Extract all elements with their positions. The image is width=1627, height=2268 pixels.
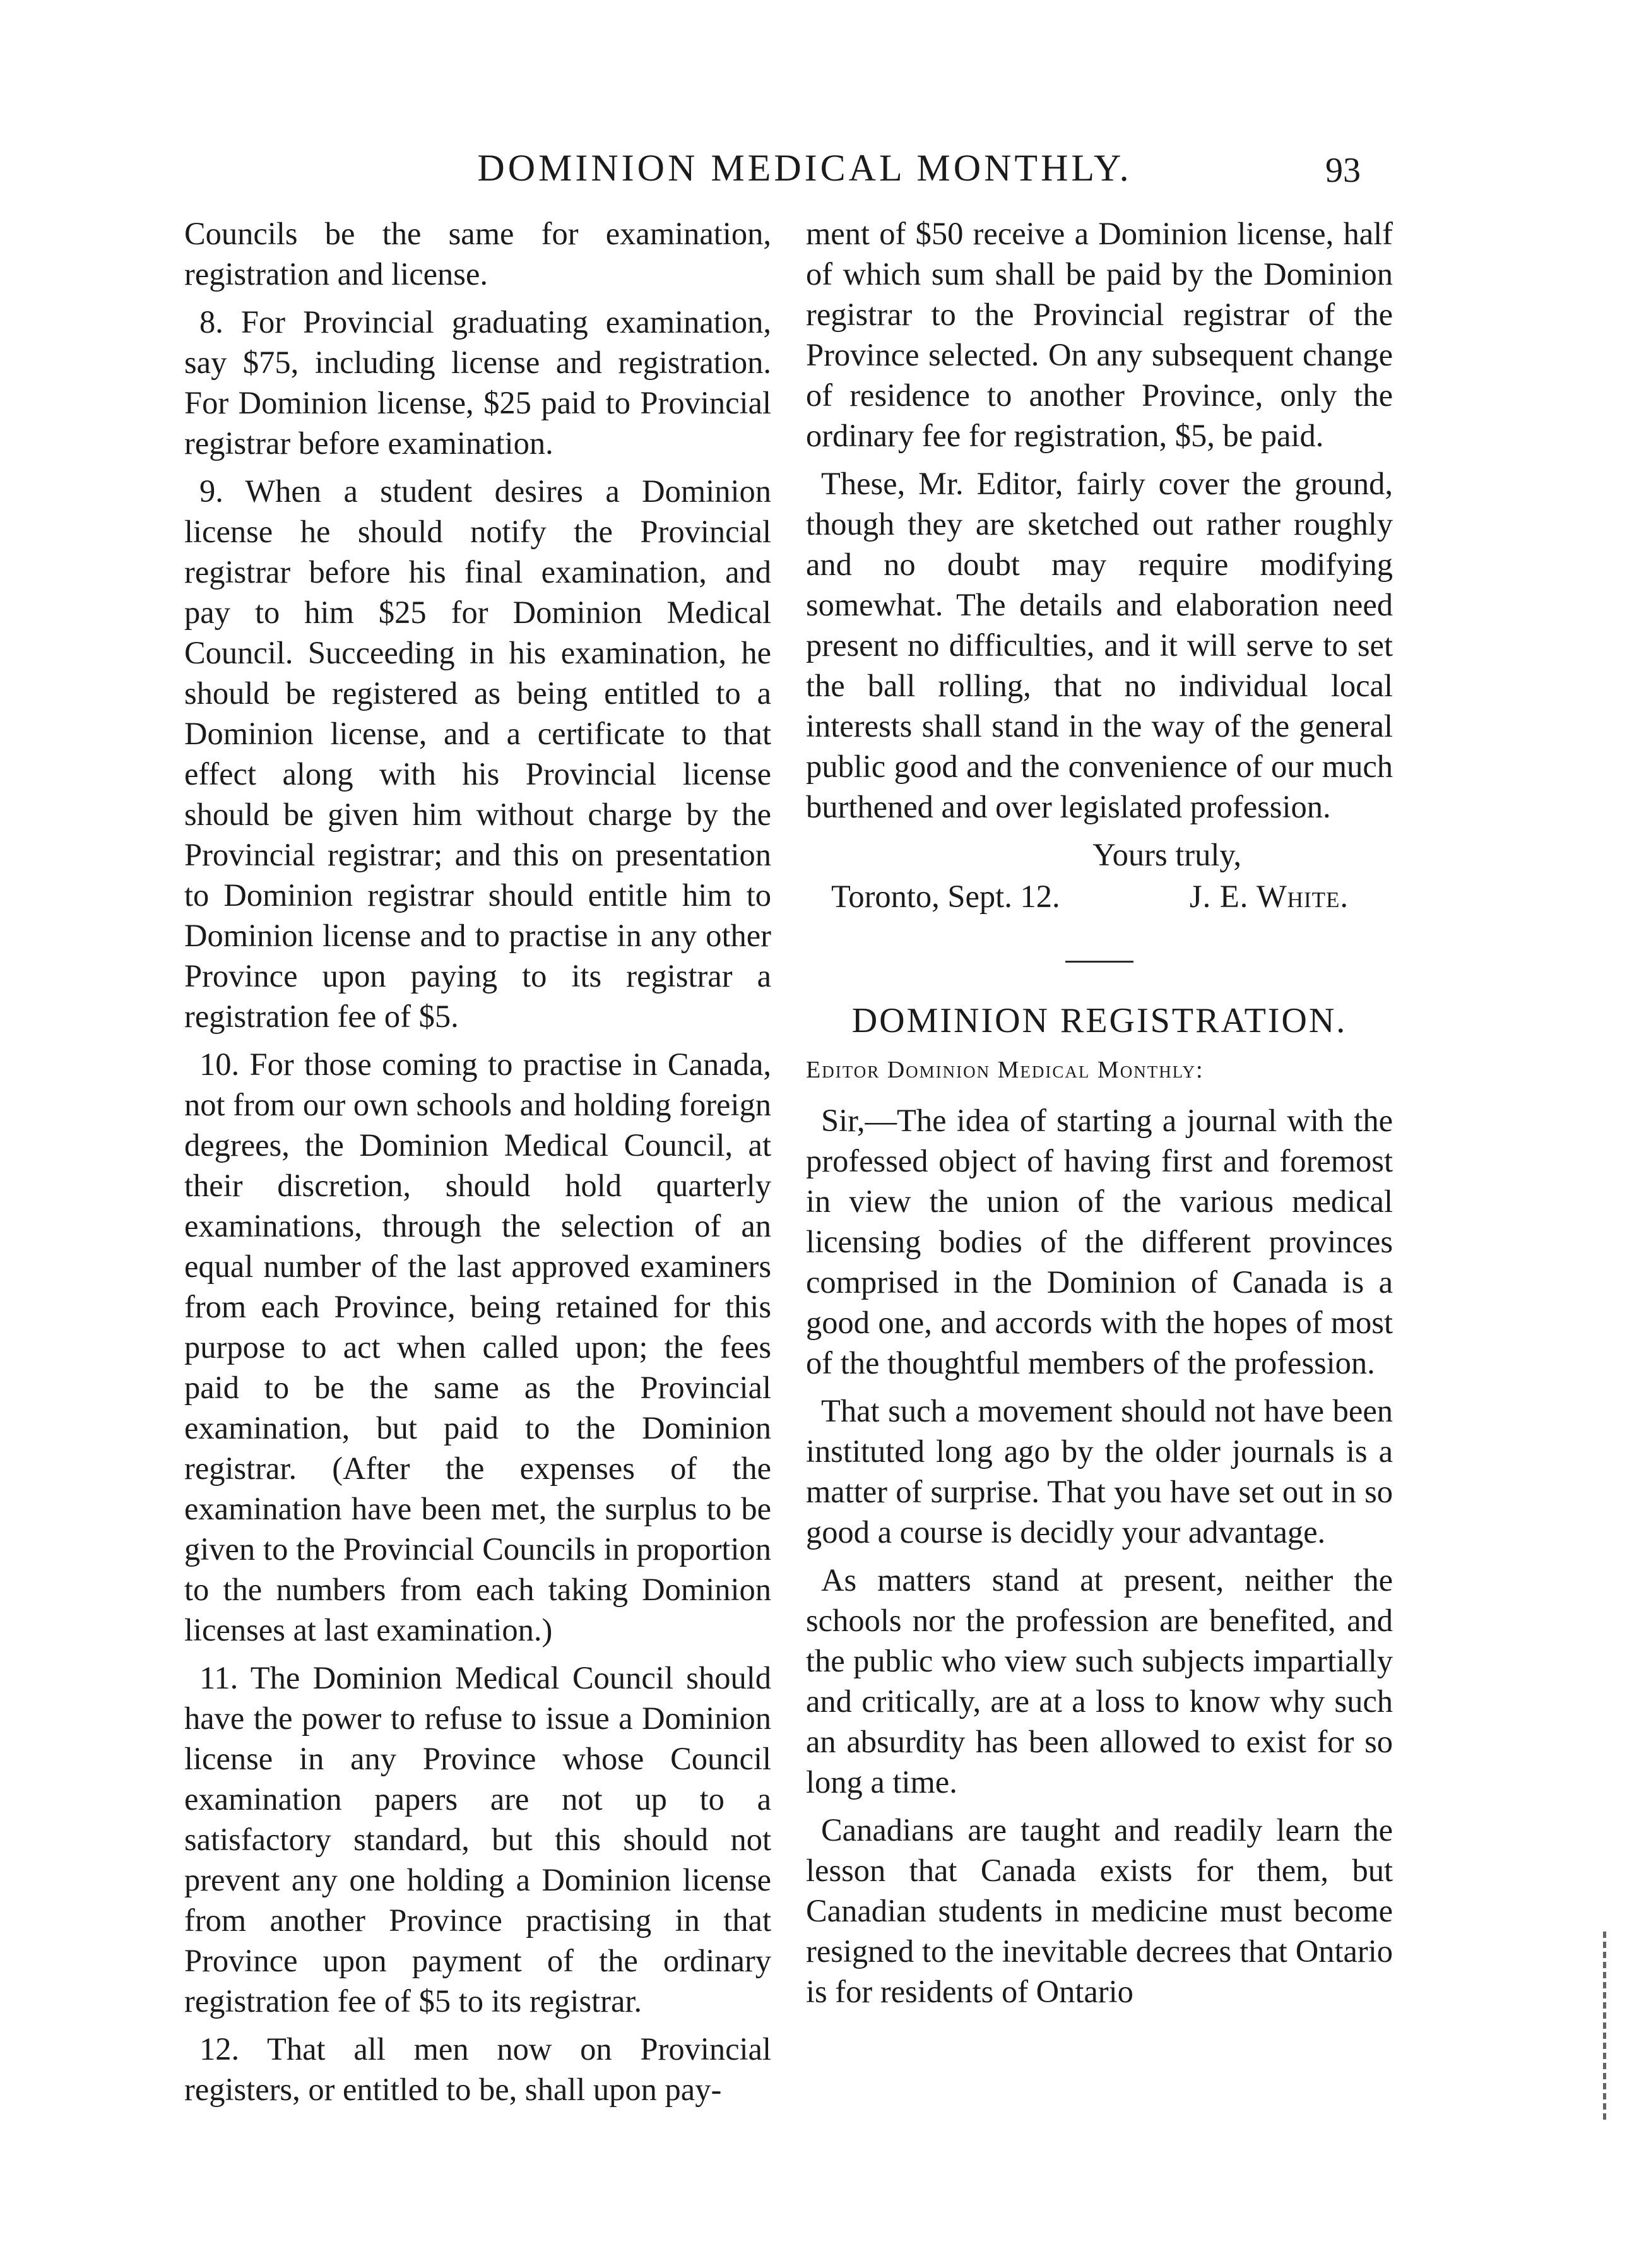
page-number: 93 bbox=[1325, 151, 1361, 190]
scan-margin-mark bbox=[1603, 1932, 1606, 2121]
signature: J. E. White. bbox=[1189, 879, 1349, 914]
paragraph-item-8: 8. For Provincial graduating examination, say $75, including license and registration. For Dominion license, $25 paid to Provincial registrar before examination. bbox=[184, 304, 771, 461]
paragraph: As matters stand at present, neither the schools nor the profession are benefited, and the public who view such subjects impartially and critically, are at a loss to know why such an absurdity has been allowed to exist for so long a time. bbox=[806, 1562, 1393, 1800]
paragraph: Canadians are taught and readily learn the lesson that Canada exists for them, but Canadian students in medicine must become resigned to the inevitable decrees that Ontario is for residents of Ontario bbox=[806, 1812, 1393, 2009]
letter-closing: Yours truly, bbox=[1092, 837, 1241, 872]
section-title: DOMINION REGISTRATION. bbox=[851, 1001, 1347, 1040]
left-column bbox=[184, 213, 771, 2117]
letter-signature-line bbox=[806, 876, 1393, 917]
paragraph-continuation: ment of $50 receive a Dominion license, half of which sum shall be paid by the Dominion registrar to the Provincial registrar of the Province selected. On any subsequent change of residence to another Province, only the ordinary fee for registration, $5, be paid. bbox=[806, 216, 1393, 453]
right-column bbox=[806, 213, 1393, 2019]
paragraph: Sir,—The idea of starting a journal with the professed object of having first and foremost in view the union of the various medical licensing bodies of the different provinces comprised in the Dominion of Canada is a good one, and accords with the hopes of most of the thoughtful members of the profession. bbox=[806, 1103, 1393, 1380]
place-date: Toronto, Sept. 12. bbox=[831, 879, 1060, 914]
paragraph: That such a movement should not have been instituted long ago by the older journals is a matter of surprise. That you have set out in so good a course is decidly your advantage. bbox=[806, 1393, 1393, 1550]
paragraph-item-11: 11. The Dominion Medical Council should have the power to refuse to issue a Dominion license in any Province whose Council examination papers are not up to a satisfactory standard, but this should not prevent any one holding a Dominion license from another Province practising in that Province upon payment of the ordinary registration fee of $5 to its registrar. bbox=[184, 1660, 771, 2019]
paragraph-item-10: 10. For those coming to practise in Canada, not from our own schools and holding foreign degrees, the Dominion Medical Council, at their discretion, should hold quarterly examinations, through the selection of an equal number of the last approved examiners from each Province, being retained for this purpose to act when called upon; the fees paid to be the same as the Provincial examination, but paid to the Dominion registrar. (After the expenses of the examination have been met, the surplus to be given to the Provincial Councils in proportion to the numbers from each taking Dominion licenses at last examination.) bbox=[184, 1047, 771, 1648]
paragraph-item-9: 9. When a student desires a Dominion license he should notify the Provincial registrar before his final examination, and pay to him $25 for Dominion Medical Council. Succeeding in his examination, he should be registered as being entitled to a Dominion license, and a certificate to that effect along with his Provincial license should be given him without charge by the Provincial registrar; and this on presentation to Dominion registrar should entitle him to Dominion license and to practise in any other Province upon paying to its registrar a registration fee of $5. bbox=[184, 473, 771, 1034]
paragraph: Councils be the same for examination, registration and license. bbox=[184, 216, 771, 292]
journal-title: DOMINION MEDICAL MONTHLY. bbox=[477, 147, 1132, 189]
paragraph-item-12: 12. That all men now on Provincial registers, or entitled to be, shall upon pay- bbox=[184, 2031, 771, 2107]
paragraph: These, Mr. Editor, fairly cover the ground, though they are sketched out rather roughly and no doubt may require modifying somewhat. The details and elaboration need present no difficulties, and it will serve to set the ball rolling, that no individual local interests shall stand in the way of the general public good and the convenience of our much burthened and over legislated profession. bbox=[806, 466, 1393, 824]
section-divider bbox=[1065, 961, 1133, 963]
letter-addressee: Editor Dominion Medical Monthly: bbox=[806, 1057, 1204, 1083]
